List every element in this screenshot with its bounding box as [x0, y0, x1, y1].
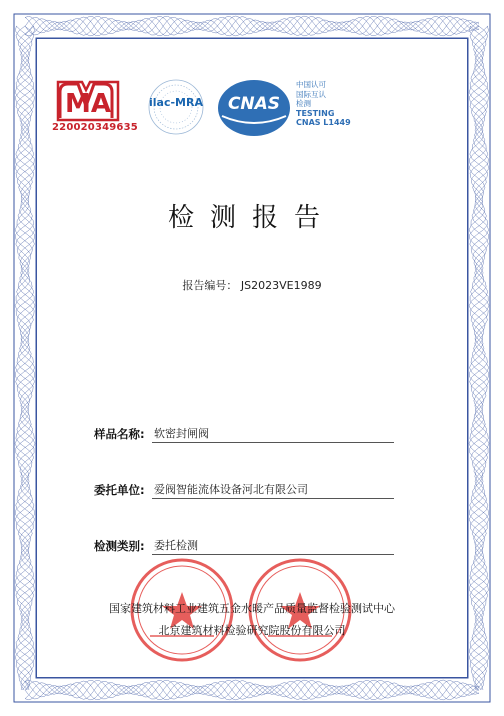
test-category-row: [94, 536, 394, 558]
cnas-cn-line-3: 检测: [296, 99, 311, 108]
sample-name-value: 软密封闸阀: [154, 427, 209, 440]
sample-name-underline: [152, 442, 394, 443]
client-label: 委托单位:: [94, 483, 145, 497]
test-category-value: 委托检测: [154, 539, 198, 552]
cnas-en-line-1: TESTING: [296, 108, 335, 118]
ilac-mra-text: ilac-MRA: [149, 96, 203, 109]
client-value: 爱阀智能流体设备河北有限公司: [154, 483, 308, 496]
cnas-cn-line-1: 中国认可: [296, 80, 326, 89]
test-category-label: 检测类别:: [94, 539, 145, 553]
cma-number: 220020349635: [52, 122, 138, 133]
cma-text: MA: [65, 89, 111, 119]
cnas-accreditation-info: [296, 80, 376, 128]
document-title: 检测报告: [167, 203, 336, 233]
issuer-line-2: 北京建筑材料检验研究院股份有限公司: [158, 624, 346, 637]
client-row: [94, 480, 394, 502]
cnas-en-line-2: CNAS L1449: [296, 118, 351, 127]
sample-name-row: [94, 424, 394, 446]
client-underline: [152, 498, 394, 499]
sample-name-label: 样品名称:: [94, 427, 145, 441]
test-category-underline: [152, 554, 394, 555]
accreditation-logos: [52, 76, 472, 140]
cnas-text: CNAS: [227, 94, 281, 114]
issuer-line-1: 国家建筑材料工业建筑五金水暖产品质量监督检验测试中心: [109, 602, 395, 615]
cnas-cn-line-2: 国际互认: [296, 89, 326, 99]
report-number: 报告编号： JS2023VE1989: [182, 279, 322, 292]
